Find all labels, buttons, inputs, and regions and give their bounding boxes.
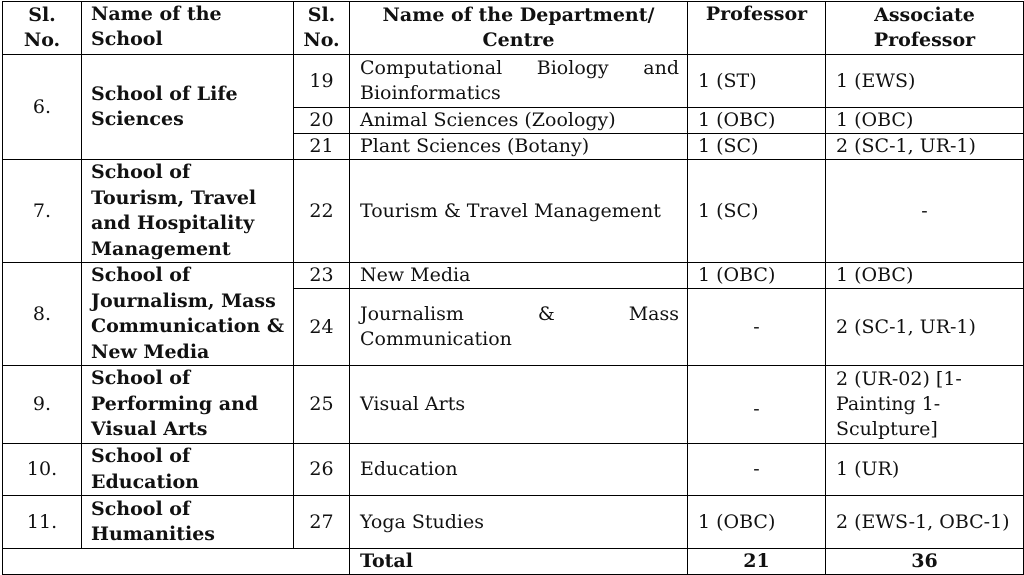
professor-count: - [688, 366, 826, 444]
school-name: School of Tourism, Travel and Hospitality Management [82, 160, 294, 263]
professor-count: 1 (SC) [688, 134, 826, 160]
table-row [3, 366, 1024, 444]
table-row [3, 444, 1024, 496]
professor-count: - [688, 289, 826, 366]
dept-sl-no: 21 [294, 134, 350, 160]
total-label: Total [350, 549, 688, 575]
dept-sl-no: 20 [294, 108, 350, 134]
header-row [3, 2, 1024, 55]
dept-name: Journalism & Mass Communication [350, 289, 688, 366]
school-name: School of Performing and Visual Arts [82, 366, 294, 444]
professor-count: 1 (OBC) [688, 496, 826, 549]
associate-count: 1 (UR) [826, 444, 1024, 496]
header-sl-no: Sl. No. [3, 2, 82, 55]
total-professor: 21 [688, 549, 826, 575]
dept-sl-no: 26 [294, 444, 350, 496]
school-sl-no: 11. [3, 496, 82, 549]
professor-count: 1 (OBC) [688, 108, 826, 134]
dept-name: Education [350, 444, 688, 496]
dept-name: Tourism & Travel Management [350, 160, 688, 263]
dept-name: Yoga Studies [350, 496, 688, 549]
dept-name: Visual Arts [350, 366, 688, 444]
dept-sl-no: 27 [294, 496, 350, 549]
table-row [3, 263, 1024, 289]
school-sl-no: 7. [3, 160, 82, 263]
dept-name: Computational Biology and Bioinformatics [350, 55, 688, 108]
total-blank-cell [3, 549, 350, 575]
school-sl-no: 9. [3, 366, 82, 444]
table-row [3, 160, 1024, 263]
dept-sl-no: 24 [294, 289, 350, 366]
associate-count: - [826, 160, 1024, 263]
professor-count: 1 (OBC) [688, 263, 826, 289]
vacancy-table [2, 1, 1024, 575]
dept-name: Animal Sciences (Zoology) [350, 108, 688, 134]
school-sl-no: 8. [3, 263, 82, 366]
table-row [3, 496, 1024, 549]
associate-count: 2 (EWS-1, OBC-1) [826, 496, 1024, 549]
dept-sl-no: 23 [294, 263, 350, 289]
table-row [3, 55, 1024, 108]
professor-count: - [688, 444, 826, 496]
total-associate: 36 [826, 549, 1024, 575]
associate-count: 1 (OBC) [826, 263, 1024, 289]
school-name: School of Life Sciences [82, 55, 294, 160]
header-professor: Professor [688, 2, 826, 55]
header-dept-sl-no: Sl. No. [294, 2, 350, 55]
school-sl-no: 6. [3, 55, 82, 160]
associate-count: 1 (OBC) [826, 108, 1024, 134]
dept-sl-no: 22 [294, 160, 350, 263]
header-associate-professor: Associate Professor [826, 2, 1024, 55]
dept-name: Plant Sciences (Botany) [350, 134, 688, 160]
school-name: School of Education [82, 444, 294, 496]
associate-count: 2 (SC-1, UR-1) [826, 289, 1024, 366]
header-school: Name of the School [82, 2, 294, 55]
dept-sl-no: 25 [294, 366, 350, 444]
school-name: School of Journalism, Mass Communication & New Media [82, 263, 294, 366]
school-name: School of Humanities [82, 496, 294, 549]
total-row [3, 549, 1024, 575]
associate-count: 2 (UR-02) [1-Painting 1-Sculpture] [826, 366, 1024, 444]
professor-count: 1 (ST) [688, 55, 826, 108]
associate-count: 2 (SC-1, UR-1) [826, 134, 1024, 160]
dept-sl-no: 19 [294, 55, 350, 108]
professor-count: 1 (SC) [688, 160, 826, 263]
header-department: Name of the Department/ Centre [350, 2, 688, 55]
dept-name: New Media [350, 263, 688, 289]
associate-count: 1 (EWS) [826, 55, 1024, 108]
school-sl-no: 10. [3, 444, 82, 496]
